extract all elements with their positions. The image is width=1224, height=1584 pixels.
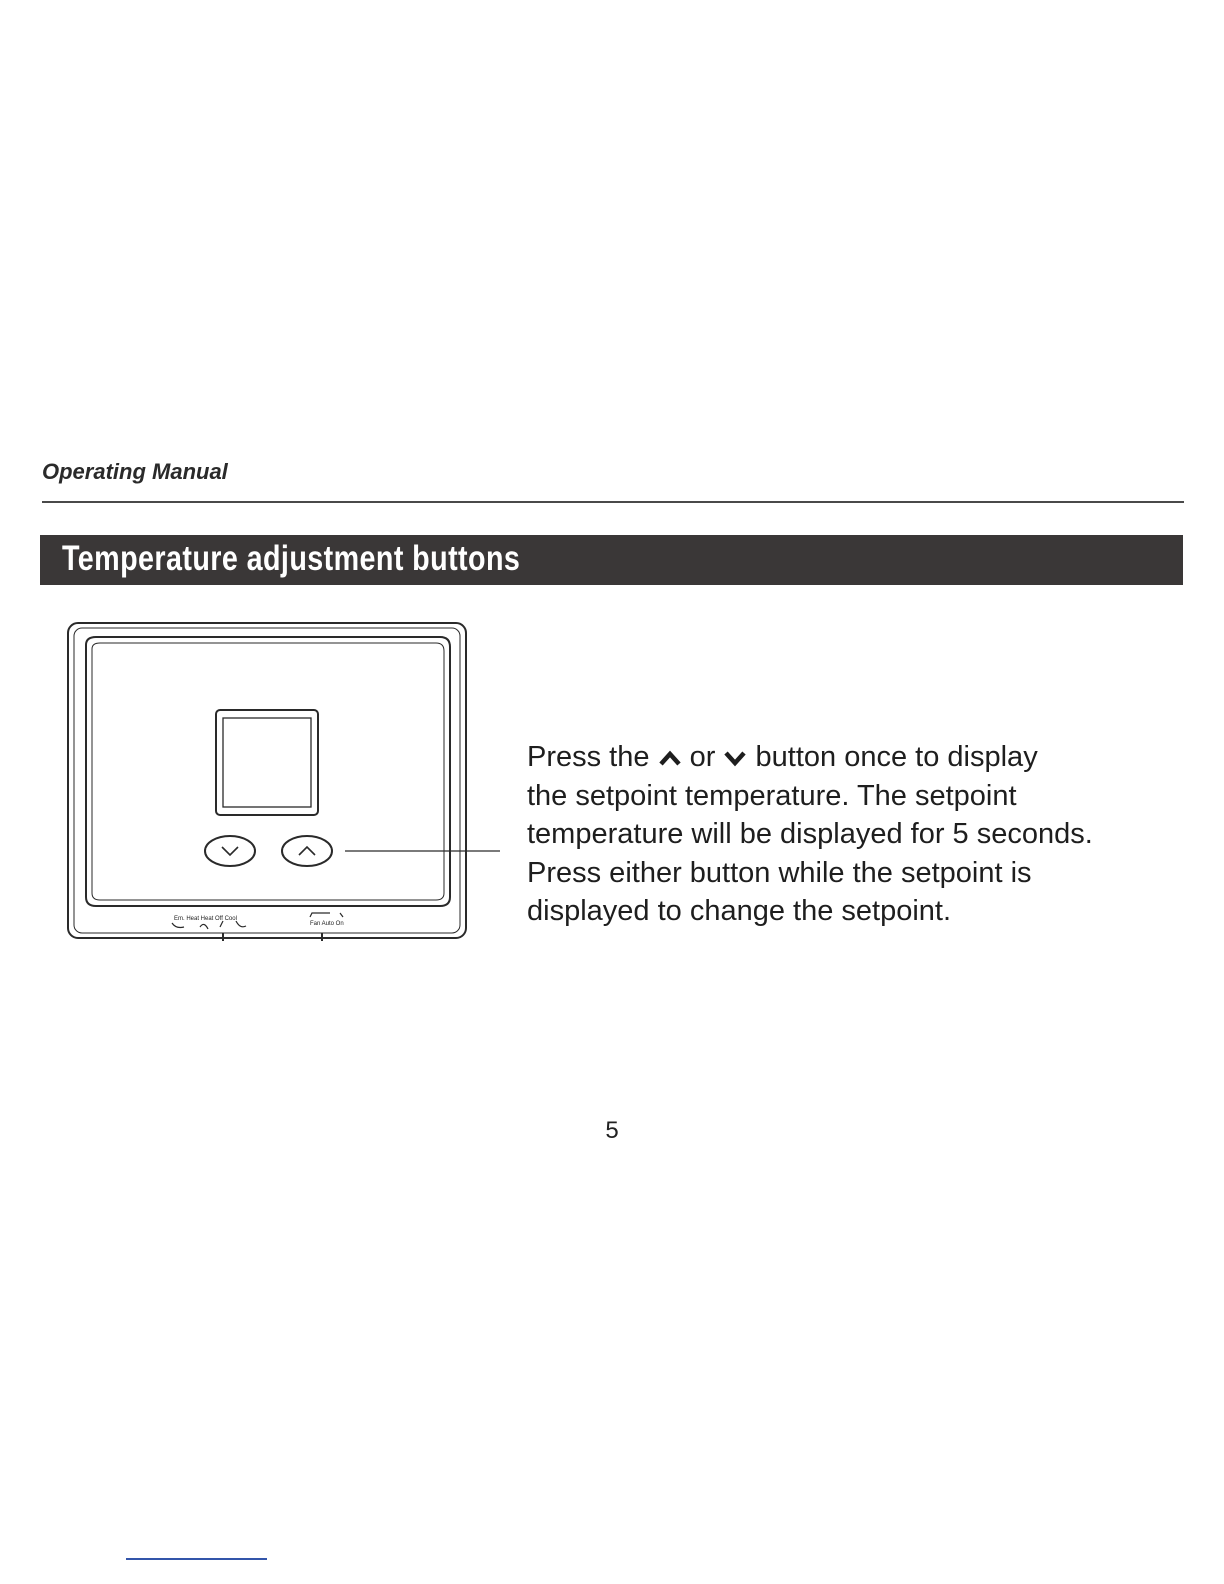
instruction-line-5: displayed to change the setpoint. — [527, 895, 952, 927]
instruction-line-1: Press the or button once to display — [527, 741, 1038, 773]
footnote-rule — [126, 1558, 267, 1560]
section-banner — [40, 535, 1183, 585]
fan-switch-labels: Fan Auto On — [310, 921, 344, 927]
down-button-chevron-icon — [222, 847, 238, 855]
mode-switch-labels: Em. Heat Heat Off Cool — [174, 916, 237, 922]
thermostat-diagram — [60, 615, 510, 955]
instruction-line-2: the setpoint temperature. The setpoint — [527, 779, 1017, 812]
caret-down-icon — [723, 748, 747, 768]
instruction-line-3: temperature will be displayed for 5 seconds. — [527, 818, 1093, 850]
instruction-text — [527, 738, 1167, 931]
instruction-line-4: Press either button while the setpoint is — [527, 856, 1032, 889]
thermostat-front-panel — [86, 637, 450, 906]
up-button-chevron-icon — [299, 847, 315, 855]
header-rule — [42, 501, 1184, 503]
caret-up-icon — [658, 748, 682, 768]
section-title: Temperature adjustment buttons — [62, 539, 521, 578]
up-button — [282, 836, 332, 866]
down-button — [205, 836, 255, 866]
page-number: 5 — [605, 1117, 619, 1144]
header-title: Operating Manual — [42, 459, 228, 484]
thermostat-display — [216, 710, 318, 815]
thermostat-outer-frame — [68, 623, 466, 938]
